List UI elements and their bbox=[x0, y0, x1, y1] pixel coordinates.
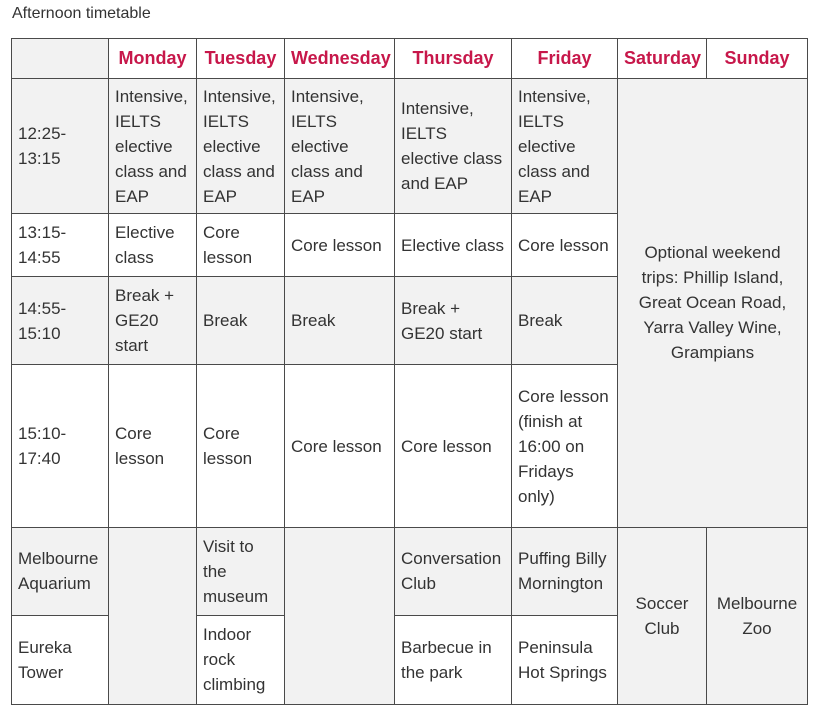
lesson-cell: Intensive, IELTS elective class and EAP bbox=[285, 79, 395, 214]
lesson-cell: Core lesson bbox=[197, 214, 285, 277]
activity-cell: Conversation Club bbox=[395, 527, 512, 615]
lesson-cell: Intensive, IELTS elective class and EAP bbox=[395, 79, 512, 214]
lesson-cell: Intensive, IELTS elective class and EAP bbox=[512, 79, 618, 214]
time-cell: 15:10-17:40 bbox=[12, 365, 109, 527]
header-thursday: Thursday bbox=[395, 39, 512, 79]
lesson-cell: Core lesson bbox=[285, 365, 395, 527]
weekend-trips-cell: Optional weekend trips: Phillip Island, Great Ocean Road, Yarra Valley Wine, Grampians bbox=[618, 79, 808, 528]
lesson-cell: Break + GE20 start bbox=[109, 277, 197, 365]
activity-cell: Peninsula Hot Springs bbox=[512, 615, 618, 704]
header-row bbox=[12, 39, 808, 79]
header-friday: Friday bbox=[512, 39, 618, 79]
lesson-cell: Elective class bbox=[395, 214, 512, 277]
activity-cell: Barbecue in the park bbox=[395, 615, 512, 704]
header-monday: Monday bbox=[109, 39, 197, 79]
lesson-cell: Core lesson bbox=[395, 365, 512, 527]
header-saturday: Saturday bbox=[618, 39, 707, 79]
lesson-cell: Intensive, IELTS elective class and EAP bbox=[197, 79, 285, 214]
lesson-cell: Break bbox=[197, 277, 285, 365]
header-wednesday: Wednesday bbox=[285, 39, 395, 79]
table-row bbox=[12, 527, 808, 615]
activity-cell-saturday: Soccer Club bbox=[618, 527, 707, 704]
header-corner bbox=[12, 39, 109, 79]
activity-cell: Indoor rock climbing bbox=[197, 615, 285, 704]
lesson-cell: Core lesson bbox=[285, 214, 395, 277]
lesson-cell: Core lesson bbox=[512, 214, 618, 277]
lesson-cell: Intensive, IELTS elective class and EAP bbox=[109, 79, 197, 214]
activity-cell: Puffing Billy Mornington bbox=[512, 527, 618, 615]
lesson-cell: Break bbox=[512, 277, 618, 365]
lesson-cell: Break + GE20 start bbox=[395, 277, 512, 365]
activity-cell-eureka-tower: Eureka Tower bbox=[12, 615, 109, 704]
lesson-cell: Break bbox=[285, 277, 395, 365]
lesson-cell: Core lesson bbox=[109, 365, 197, 527]
lesson-cell: Core lesson bbox=[197, 365, 285, 527]
header-tuesday: Tuesday bbox=[197, 39, 285, 79]
time-cell: 12:25-13:15 bbox=[12, 79, 109, 214]
activity-cell-empty bbox=[285, 527, 395, 704]
activity-cell-empty bbox=[109, 527, 197, 704]
table-caption: Afternoon timetable bbox=[12, 5, 151, 22]
lesson-cell: Core lesson (finish at 16:00 on Fridays only) bbox=[512, 365, 618, 527]
time-cell: 14:55-15:10 bbox=[12, 277, 109, 365]
afternoon-timetable bbox=[11, 38, 808, 705]
time-cell: 13:15-14:55 bbox=[12, 214, 109, 277]
table-row bbox=[12, 79, 808, 214]
activity-cell-sunday: Melbourne Zoo bbox=[707, 527, 808, 704]
activity-cell: Visit to the museum bbox=[197, 527, 285, 615]
header-sunday: Sunday bbox=[707, 39, 808, 79]
lesson-cell: Elective class bbox=[109, 214, 197, 277]
activity-cell-melbourne-aquarium: Melbourne Aquarium bbox=[12, 527, 109, 615]
